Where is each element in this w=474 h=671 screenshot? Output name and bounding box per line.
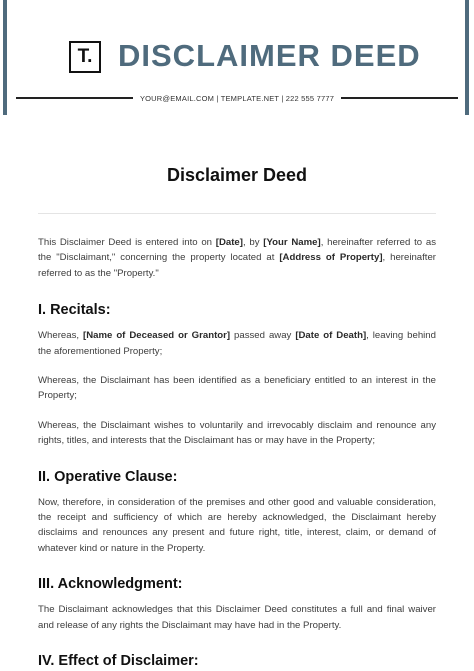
recitals-paragraph-1: Whereas, [Name of Deceased or Grantor] passed away [Date of Death], leaving behind the aforementioned Property;	[38, 330, 436, 357]
contact-info: YOUR@EMAIL.COM | TEMPLATE.NET | 222 555 7777	[139, 93, 335, 103]
intro-paragraph: This Disclaimer Deed is entered into on [Date], by [Your Name], hereinafter referred to as the "Disclaimant," concerning the property located at [Address of Property], hereinafter referred to as the "Property."	[38, 237, 436, 279]
effect-heading: IV. Effect of Disclaimer:	[38, 653, 199, 670]
address-placeholder: [Address of Property]	[279, 252, 383, 264]
brand-title: DISCLAIMER DEED	[118, 38, 421, 73]
title-divider	[38, 213, 436, 214]
acknowledgment-heading: III. Acknowledgment:	[38, 576, 183, 593]
acknowledgment-paragraph: The Disclaimant acknowledges that this Disclaimer Deed constitutes a full and final waiver and release of any rights the Disclaimant may have had in the Property.	[38, 604, 436, 631]
name-placeholder: [Your Name]	[263, 237, 321, 248]
recitals-paragraph-3: Whereas, the Disclaimant wishes to voluntarily and irrevocably disclaim and renounce any rights, titles, and interests that the Disclaimant has or may have in the Property;	[38, 419, 436, 447]
operative-heading: II. Operative Clause:	[38, 468, 178, 485]
document-body	[38, 235, 436, 670]
date-placeholder: [Date]	[215, 237, 243, 248]
template-logo: T.	[69, 41, 101, 73]
right-rule	[341, 97, 458, 99]
recitals-paragraph-2: Whereas, the Disclaimant has been identified as a beneficiary entitled to an interest in the Property;	[38, 375, 436, 402]
document-title: Disclaimer Deed	[166, 165, 308, 185]
contact-bar	[16, 92, 458, 104]
death-date-placeholder: [Date of Death]	[295, 330, 367, 342]
deceased-placeholder: [Name of Deceased or Grantor]	[83, 330, 231, 342]
operative-paragraph: Now, therefore, in consideration of the premises and other good and valuable consideration, the receipt and sufficiency of which are hereby acknowledged, the Disclaimant hereby disclaims and renounces any present and future right, title, interest, claim, or demand of whatever kind or nature in the Property.	[38, 496, 436, 554]
recitals-heading: I. Recitals:	[38, 302, 111, 319]
left-rule	[16, 97, 133, 99]
